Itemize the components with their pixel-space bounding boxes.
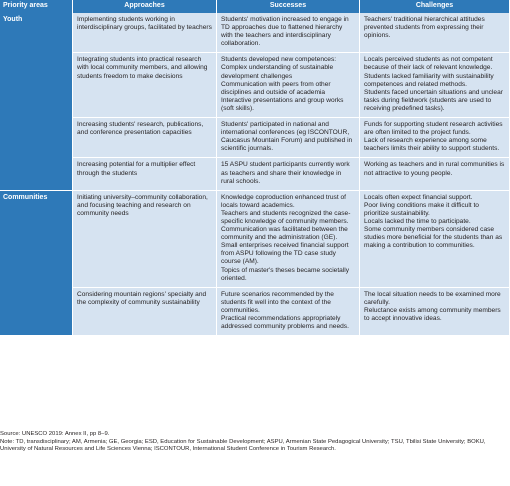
cell-line: Implementing students working in interdisciplinary groups, facilitated by teachers (77, 16, 212, 32)
success-cell (217, 191, 360, 288)
table-row (0, 191, 510, 288)
table-row (0, 53, 510, 118)
cell-line: Students' motivation increased to engage in TD approaches due to flattened hierarchy with the teachers and interdisciplinary collaboration. (221, 16, 349, 48)
header-challenges: Challenges (360, 0, 510, 13)
cell-line: Teachers' traditional hierarchical attitudes prevented students from expressing their opinions. (364, 16, 485, 40)
header-priority-areas: Priority areas (0, 0, 73, 13)
source-note: Source: UNESCO 2019: Annex II, pp 8–9. (0, 431, 110, 437)
cell-line: Communication with peers from other disciplines and outside of academia (221, 80, 331, 96)
cell-line: Increasing potential for a multiplier effect through the students (77, 161, 196, 177)
success-cell (217, 158, 360, 190)
cell-line: Complex understanding of sustainable development challenges (221, 64, 334, 80)
cell-line: Funds for supporting student research activities are often limited to the project funds. (364, 121, 503, 137)
cell-line: Integrating students into practical research with local community members, and allowing students freedom to make decisions (77, 56, 208, 80)
success-cell (217, 53, 360, 118)
table-row (0, 288, 510, 336)
approach-cell (73, 191, 217, 288)
cell-line: Future scenarios recommended by the students fit well into the context of the communities. (221, 290, 334, 314)
cell-line: Some community members considered case studies more beneficial for the students than as making a contribution to communities. (364, 226, 503, 250)
approach-cell (73, 13, 217, 53)
cell-line: Initiating university–community collaboration, and focusing teaching and research on community needs (77, 193, 208, 217)
cell-line: Practical recommendations appropriately addressed community problems and needs. (221, 315, 349, 331)
success-cell (217, 13, 360, 53)
approach-cell (73, 53, 217, 118)
approach-cell (73, 158, 217, 190)
cell-line: Working as teachers and in rural communities is not attractive to young people. (364, 161, 505, 177)
success-cell (217, 288, 360, 336)
cell-line: Considering mountain regions' specialty and the complexity of community sustainability (77, 290, 207, 306)
challenge-cell (360, 191, 510, 288)
challenge-cell (360, 53, 510, 118)
cell-line: The local situation needs to be examined more carefully. (364, 290, 501, 306)
cell-line: Students lacked familiarity with sustainability competences and related methods. (364, 72, 494, 88)
header-successes: Successes (217, 0, 360, 13)
table-row (0, 118, 510, 158)
cell-line: Lack of research experience among some teachers limits their ability to support students. (364, 137, 500, 153)
cell-line: Locals perceived students as not competent because of their lack of relevant knowledge. (364, 56, 493, 72)
cell-line: Poor living conditions make it difficult to prioritize sustainability. (364, 201, 479, 217)
success-cell (217, 118, 360, 158)
cell-line: Students developed new competences: (221, 56, 337, 64)
challenge-cell (360, 288, 510, 336)
challenge-cell (360, 118, 510, 158)
approach-cell (73, 288, 217, 336)
table-header-row (0, 0, 510, 13)
cell-line: Reluctance exists among community members to accept innovative ideas. (364, 306, 501, 322)
cell-line: Locals lacked the time to participate. (364, 217, 471, 225)
cell-line: Teachers and students recognized the case-specific knowledge of community members. (221, 209, 351, 225)
cell-line: Interactive presentations and group works (soft skills). (221, 96, 344, 112)
cell-line: Knowledge coproduction enhanced trust of locals toward academics. (221, 193, 347, 209)
challenge-cell (360, 158, 510, 190)
cell-line: Students faced uncertain situations and unclear tasks during fieldwork (students are used to receiving predefined tasks). (364, 88, 503, 112)
cell-line: Topics of master's theses became societally oriented. (221, 266, 350, 282)
cell-line: Small enterprises received financial support from ASPU following the TD case study course (AM). (221, 242, 349, 266)
table-row (0, 158, 510, 190)
table-row (0, 13, 510, 53)
table-notes (0, 431, 506, 454)
header-approaches: Approaches (73, 0, 217, 13)
cell-line: Communication was facilitated between the community and the administration (GE). (221, 226, 348, 242)
cell-line: Locals often expect financial support. (364, 193, 473, 201)
approach-cell (73, 118, 217, 158)
cell-line: Increasing students' research, publications, and conference presentation capacities (77, 121, 204, 137)
challenge-cell (360, 13, 510, 53)
abbreviation-note: Note: TD, transdisciplinary; AM, Armenia; GE, Georgia; ESD, Education for Sustainable Development; ASPU, Armenian State Pedagogical University; TSU, Tbilisi State University; BOKU, University of Natural Resources and Life Sciences Vienna; ISCONTOUR, International Student Conference in Tourism Research. (0, 438, 486, 453)
cell-line: 15 ASPU student participants currently work as teachers and share their knowledge in rural schools. (221, 161, 350, 185)
priority-area-cell: Communities (0, 191, 73, 337)
cell-line: Students' participated in national and international conferences (eg ISCONTOUR, Caucasus Mountain Forum) and published in scientific journals. (221, 121, 353, 153)
priority-area-cell: Youth (0, 13, 73, 191)
